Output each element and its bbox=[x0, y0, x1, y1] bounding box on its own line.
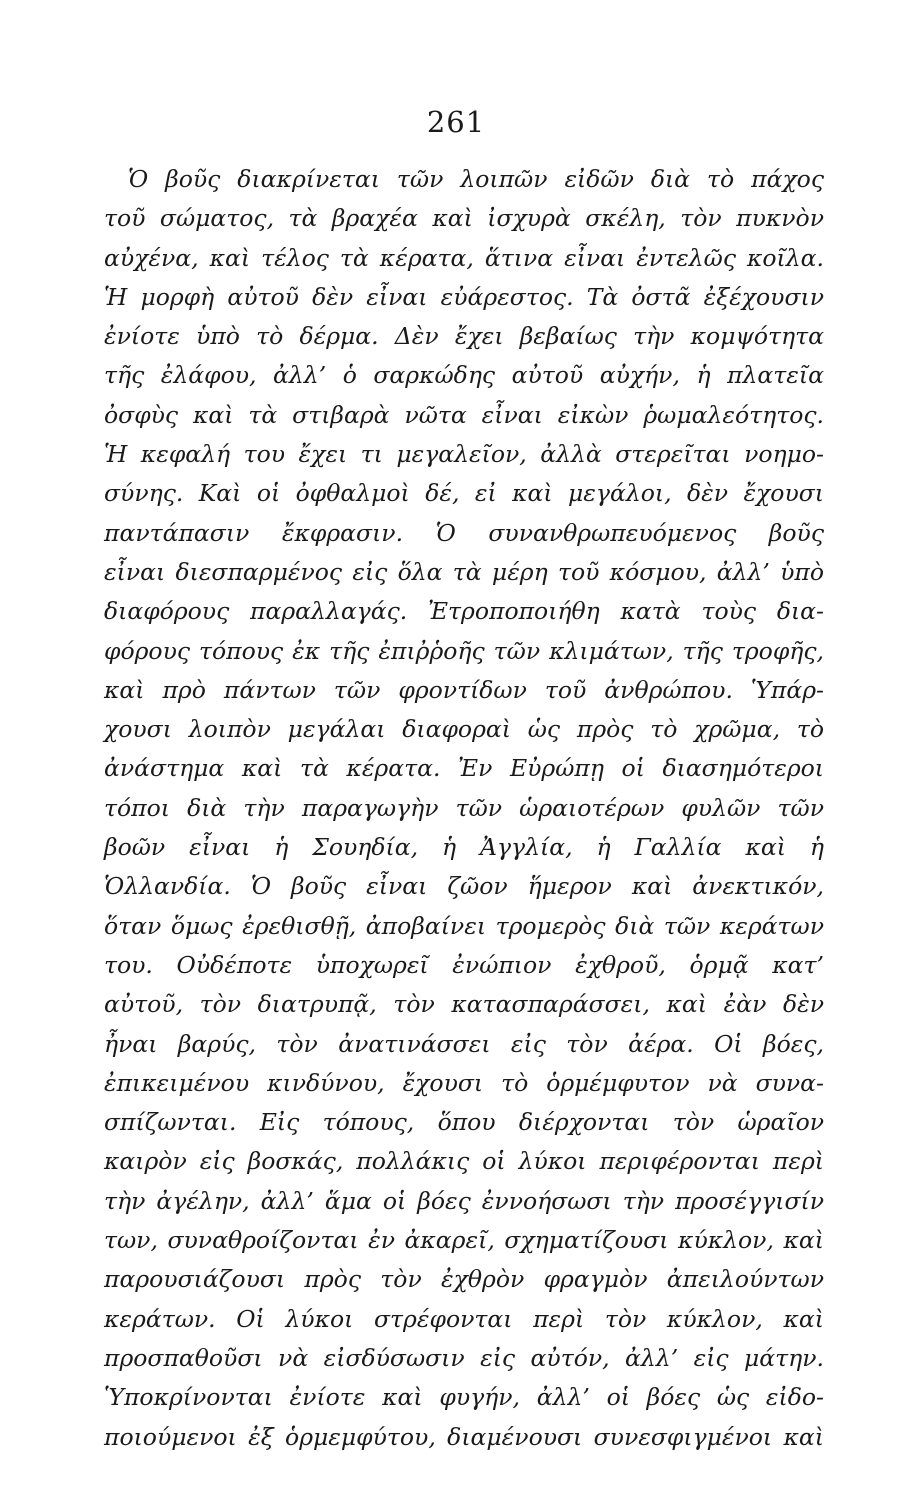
text-line: Ἡ μορφὴ αὐτοῦ δὲν εἶναι εὐάρεστος. Τὰ ὀστᾶ ἐξέχουσιν bbox=[104, 282, 824, 311]
text-line: διαφόρους παραλλαγάς. Ἐτροποποιήθη κατὰ τοὺς δια- bbox=[104, 597, 824, 626]
text-line: Ἡ κεφαλή του ἔχει τι μεγαλεῖον, ἀλλὰ στερεῖται νοημο- bbox=[104, 440, 824, 469]
text-line: ἦναι βαρύς, τὸν ἀνατινάσσει εἰς τὸν ἀέρα. Οἱ βόες, bbox=[104, 1029, 824, 1058]
text-line: ποιούμενοι ἐξ ὁρμεμφύτου, διαμένουσι συνεσφιγμένοι καὶ bbox=[104, 1422, 824, 1451]
text-line: τὴν ἀγέλην, ἀλλ’ ἅμα οἱ βόες ἐννοήσωσι τὴν προσέγγισίν bbox=[104, 1186, 824, 1215]
text-line: Ὁλλανδία. Ὁ βοῦς εἶναι ζῶον ἥμερον καὶ ἀνεκτικόν, bbox=[104, 872, 824, 901]
text-line: παρουσιάζουσι πρὸς τὸν ἐχθρὸν φραγμὸν ἀπειλούντων bbox=[104, 1265, 824, 1294]
text-line: αὐτοῦ, τὸν διατρυπᾷ, τὸν κατασπαράσσει, καὶ ἐὰν δὲν bbox=[104, 990, 824, 1019]
text-line: προσπαθοῦσι νὰ εἰσδύσωσιν εἰς αὐτόν, ἀλλ’ εἰς μάτην. bbox=[104, 1343, 824, 1372]
text-line: των, συναθροίζονται ἐν ἀκαρεῖ, σχηματίζουσι κύκλον, καὶ bbox=[104, 1226, 824, 1255]
text-line: σύνης. Καὶ οἱ ὀφθαλμοὶ δέ, εἰ καὶ μεγάλοι, δὲν ἔχουσι bbox=[104, 479, 824, 508]
text-line: καὶ πρὸ πάντων τῶν φροντίδων τοῦ ἀνθρώπου. Ὑπάρ- bbox=[104, 675, 824, 704]
body-text bbox=[104, 160, 824, 1457]
text-line: Ὁ βοῦς διακρίνεται τῶν λοιπῶν εἰδῶν διὰ τὸ πάχος bbox=[128, 165, 824, 193]
text-line: καιρὸν εἰς βοσκάς, πολλάκις οἱ λύκοι περιφέρονται περὶ bbox=[104, 1147, 824, 1176]
text-line: τοῦ σώματος, τὰ βραχέα καὶ ἰσχυρὰ σκέλη, τὸν πυκνὸν bbox=[104, 204, 824, 233]
text-line: ἐνίοτε ὑπὸ τὸ δέρμα. Δὲν ἔχει βεβαίως τὴν κομψότητα bbox=[104, 322, 824, 351]
text-line: χουσι λοιπὸν μεγάλαι διαφοραὶ ὡς πρὸς τὸ χρῶμα, τὸ bbox=[104, 715, 824, 744]
text-line: ἀνάστημα καὶ τὰ κέρατα. Ἐν Εὐρώπῃ οἱ διασημότεροι bbox=[104, 754, 824, 783]
text-line: παντάπασιν ἔκφρασιν. Ὁ συνανθρωπευόμενος βοῦς bbox=[104, 518, 824, 547]
text-line: κεράτων. Οἱ λύκοι στρέφονται περὶ τὸν κύκλον, καὶ bbox=[104, 1304, 824, 1333]
text-line: ὅταν ὅμως ἐρεθισθῇ, ἀποβαίνει τρομερὸς διὰ τῶν κεράτων bbox=[104, 911, 824, 940]
text-line: εἶναι διεσπαρμένος εἰς ὅλα τὰ μέρη τοῦ κόσμου, ἀλλ’ ὑπὸ bbox=[104, 557, 824, 586]
text-line: σπίζωνται. Εἰς τόπους, ὅπου διέρχονται τὸν ὡραῖον bbox=[104, 1108, 824, 1137]
text-line: βοῶν εἶναι ἡ Σουηδία, ἡ Ἀγγλία, ἡ Γαλλία καὶ ἡ bbox=[104, 833, 824, 862]
text-line: τῆς ἐλάφου, ἀλλ’ ὁ σαρκώδης αὐτοῦ αὐχήν, ἡ πλατεῖα bbox=[104, 361, 824, 390]
text-line: Ὑποκρίνονται ἐνίοτε καὶ φυγήν, ἀλλ’ οἱ βόες ὡς εἰδο- bbox=[104, 1383, 824, 1412]
text-line: του. Οὐδέποτε ὑποχωρεῖ ἐνώπιον ἐχθροῦ, ὁρμᾷ κατ’ bbox=[104, 950, 824, 979]
text-line: αὐχένα, καὶ τέλος τὰ κέρατα, ἅτινα εἶναι ἐντελῶς κοῖλα. bbox=[104, 243, 824, 272]
text-line: φόρους τόπους ἐκ τῆς ἐπιῤῥοῆς τῶν κλιμάτων, τῆς τροφῆς, bbox=[104, 636, 824, 665]
text-line: τόποι διὰ τὴν παραγωγὴν τῶν ὡραιοτέρων φυλῶν τῶν bbox=[104, 793, 824, 822]
text-line: ὀσφὺς καὶ τὰ στιβαρὰ νῶτα εἶναι εἰκὼν ῥωμαλεότητος. bbox=[104, 400, 824, 429]
text-line: ἐπικειμένου κινδύνου, ἔχουσι τὸ ὁρμέμφυτον νὰ συνα- bbox=[104, 1068, 824, 1097]
page-number: 261 bbox=[426, 105, 486, 139]
